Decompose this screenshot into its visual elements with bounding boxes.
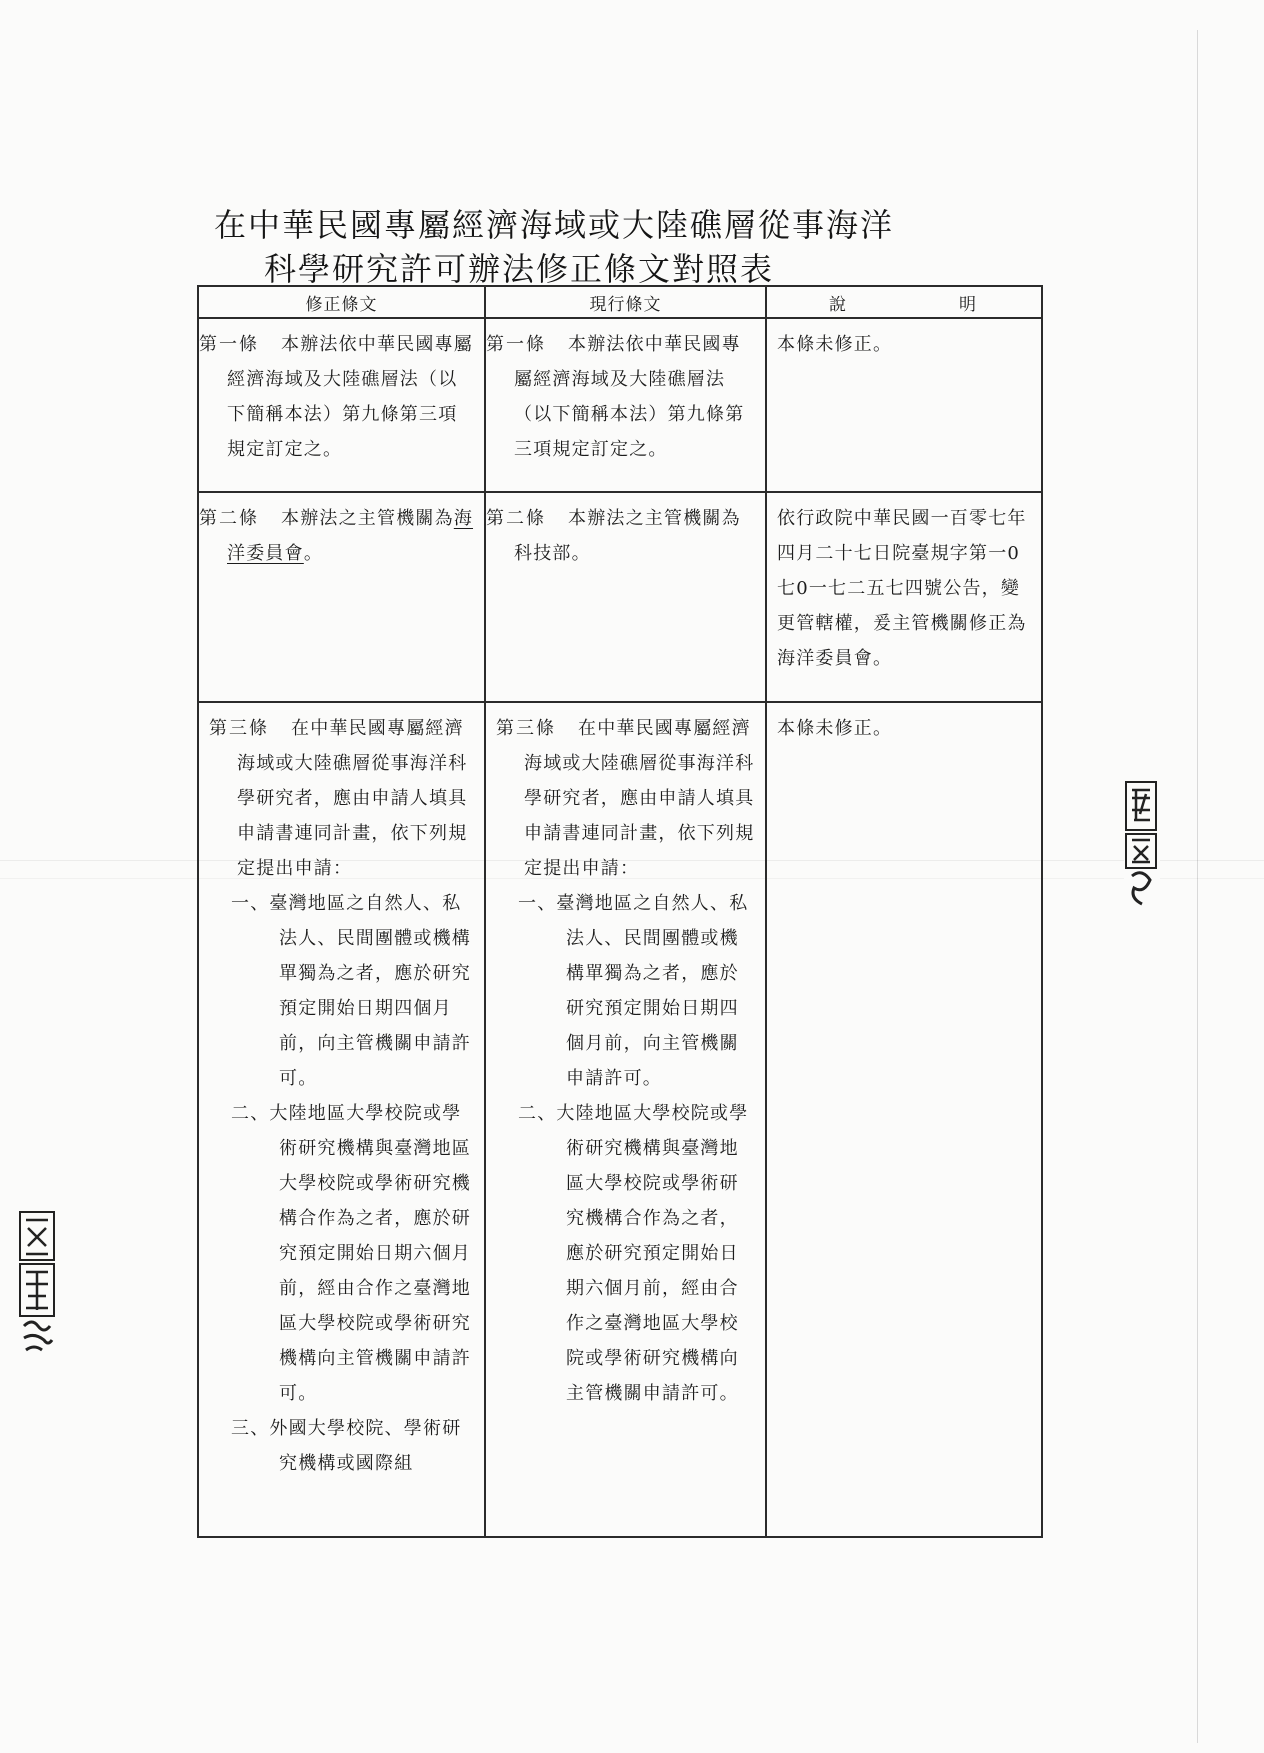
article-body: 本辦法之主管機關為 [281,508,454,529]
header-amended: 修正條文 [198,286,485,318]
article-body: 在中華民國專屬經濟海域或大陸礁層從事海洋科學研究者，應由申請人填具申請書連同計畫，依下列規定提出申請： [524,718,755,879]
article-number: 第三條 [209,718,269,739]
table-header-row [198,286,1042,318]
article-body: 本辦法依中華民國專屬經濟海域及大陸礁層法（以下簡稱本法）第九條第三項規定訂定之。 [514,334,745,460]
explanation-text: 依行政院中華民國一百零七年四月二十七日院臺規字第一0七0一七二五七四號公告，變更管轄權，爰主管機關修正為海洋委員會。 [777,508,1027,669]
article-text [486,319,765,473]
article-text [199,703,484,1487]
table-row [198,702,1042,1537]
article-body-end: 。 [303,543,324,564]
table-row [198,492,1042,702]
amended-underlined-text: 海洋委員會 [227,508,474,564]
explanation-text: 本條未修正。 [777,718,893,739]
comparison-table [197,285,1043,1538]
amended-cell [198,492,485,702]
article-text [199,319,484,473]
current-cell [485,702,766,1537]
list-item: 一、臺灣地區之自然人、私法人、民間團體或機構單獨為之者，應於研究預定開始日期四個月前，向主管機關申請許可。 [231,893,471,1089]
explanation-text: 本條未修正。 [777,334,893,355]
list-item: 二、大陸地區大學校院或學術研究機構與臺灣地區大學校院或學術研究機構合作為之者，應於研究預定開始日期六個月前，經由合作之臺灣地區大學校院或學術研究機構向主管機關申請許可。 [518,1103,749,1404]
header-explanation-left: 說 [829,294,847,315]
article-body: 在中華民國專屬經濟海域或大陸礁層從事海洋科學研究者，應由申請人填具申請書連同計畫，依下列規定提出申請： [237,718,468,879]
article-body: 本辦法依中華民國專屬經濟海域及大陸礁層法（以下簡稱本法）第九條第三項規定訂定之。 [227,334,473,460]
explanation-cell [766,492,1042,702]
current-cell [485,318,766,492]
article-number: 第三條 [496,718,556,739]
current-cell [485,492,766,702]
document-title-line-1: 在中華民國專屬經濟海域或大陸礁層從事海洋 [214,206,895,244]
header-explanation [766,286,1042,318]
explanation-cell [766,702,1042,1537]
amended-cell [198,702,485,1537]
article-text [486,703,765,1417]
article-text [486,493,765,577]
seal-stamp-icon [1124,780,1160,908]
list-item: 三、外國大學校院、學術研究機構或國際組 [231,1418,462,1474]
table-row [198,318,1042,492]
document-title-line-2: 科學研究許可辦法修正條文對照表 [264,250,775,288]
article-text [199,493,484,577]
list-item: 二、大陸地區大學校院或學術研究機構與臺灣地區大學校院或學術研究機構合作為之者，應於研究預定開始日期六個月前，經由合作之臺灣地區大學校院或學術研究機構向主管機關申請許可。 [231,1103,471,1404]
article-number: 第一條 [199,334,259,355]
header-current: 現行條文 [485,286,766,318]
amended-cell [198,318,485,492]
header-explanation-right: 明 [959,294,977,315]
list-item: 一、臺灣地區之自然人、私法人、民間團體或機構單獨為之者，應於研究預定開始日期四個月前，向主管機關申請許可。 [518,893,749,1089]
article-body: 本辦法之主管機關為科技部。 [514,508,741,564]
seal-stamp-icon [18,1210,56,1358]
article-number: 第二條 [199,508,259,529]
explanation-cell [766,318,1042,492]
article-number: 第二條 [486,508,546,529]
article-number: 第一條 [486,334,546,355]
